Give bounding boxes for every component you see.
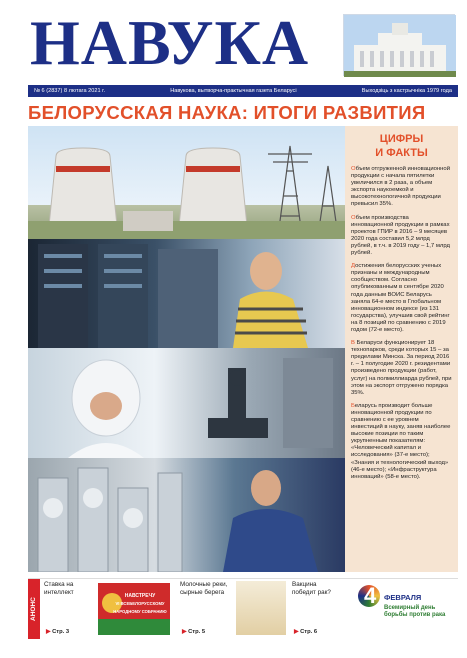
announce-text: Вакцина победит рак? <box>292 581 331 596</box>
assembly-banner-image <box>98 583 170 635</box>
photo-collage <box>28 126 345 572</box>
date-description: Всемирный день борьбы против рака <box>384 605 446 618</box>
masthead <box>0 0 467 85</box>
issue-info-bar <box>28 85 458 97</box>
newspaper-title: НАВУКА <box>30 7 310 78</box>
fact-item: Объем производства инновационной продукции в рамках проектов ГПИР в 2016 – 9 месяцев 2020 года составил 5,2 млрд рублей, в т.ч. в 2019 году – 1,7 млрд рублей. <box>351 214 450 257</box>
page-ref: ▶ Стр. 3 <box>46 629 70 635</box>
announce-block-dairy[interactable] <box>178 579 288 639</box>
tagline: Навукова, вытворча-практычная газета Беларусі <box>170 88 297 94</box>
sidebar-title <box>345 132 458 160</box>
cheese-image <box>236 581 286 635</box>
fact-item: В Беларуси функционирует 18 технопарков, среди которых 15 – за пределами Минска. За период 2016 г. – 1 полугодие 2020 г. резидентами произведено продукции (работ, услуг) на полмиллиарда рублей, при этом на экспорт отгружено порядка 35%. <box>351 340 452 396</box>
date-month: ФЕВРАЛЯ <box>384 593 422 602</box>
anons-label: АНОНС <box>28 579 40 639</box>
announce-block-vaccine[interactable] <box>290 579 354 639</box>
server-room-photo <box>28 239 345 348</box>
nuclear-plant-photo <box>28 126 345 239</box>
fact-item: Достижения белорусских ученых признаны и международным сообществом. Согласно опубликованным в сентябре 2020 года данным ВОИС Беларусь заняла 64-е место в Глобальном инновационном индексе (из 131 государства), улучшив свой рейтинг на 8 позиций по сравнению с 2019 годом (72-е место). <box>351 263 450 333</box>
page-ref: ▶ Стр. 6 <box>294 629 318 635</box>
laboratory-photo <box>28 348 345 458</box>
date-number: 4 <box>364 583 377 608</box>
svg-text:НАРОДНОМУ СОБРАНИЮ: НАРОДНОМУ СОБРАНИЮ <box>113 609 167 614</box>
svg-text:VI ВСЕБЕЛОРУССКОМУ: VI ВСЕБЕЛОРУССКОМУ <box>115 601 165 606</box>
cancer-day-block <box>358 579 458 639</box>
issue-number: № 6 (2837) 8 лютага 2021 г. <box>34 88 106 94</box>
facts-sidebar <box>345 126 458 572</box>
page-ref: ▶ Стр. 5 <box>182 629 206 635</box>
announce-block-intellect[interactable] <box>42 579 167 639</box>
announcement-footer <box>28 578 458 638</box>
engineer-equipment-photo <box>28 458 345 572</box>
since-text: Выходзіць з кастрычніка 1979 года <box>361 88 452 94</box>
sidebar-title-line-2: И ФАКТЫ <box>375 147 428 159</box>
academy-building-image <box>343 14 455 76</box>
svg-text:НАВСТРЕЧУ: НАВСТРЕЧУ <box>124 593 156 599</box>
main-headline: БЕЛОРУССКАЯ НАУКА: ИТОГИ РАЗВИТИЯ <box>28 102 426 123</box>
sidebar-title-line-1: ЦИФРЫ <box>379 133 424 145</box>
announce-text: Молочные реки, сырные берега <box>180 581 228 596</box>
announce-text: Ставка на интеллект <box>44 581 74 596</box>
fact-item: Объем отгруженной инновационной продукции с начала пятилетки увеличился в 2 раза, а объем экспорта наукоемкой и высокотехнологичной продукции превысил 35%. <box>351 166 450 208</box>
fact-item: Беларусь производит больше инновационной продукции по сравнению с ее уровнем инвестиций в науку, заняв наиболее высокие позиции по таким укрупненным показателям: «Человеческий капитал и исследования» (37-е место); «Знания и технологический выход» (46-е место); «Инфраструктура инноваций» (58-е место). <box>351 402 451 480</box>
